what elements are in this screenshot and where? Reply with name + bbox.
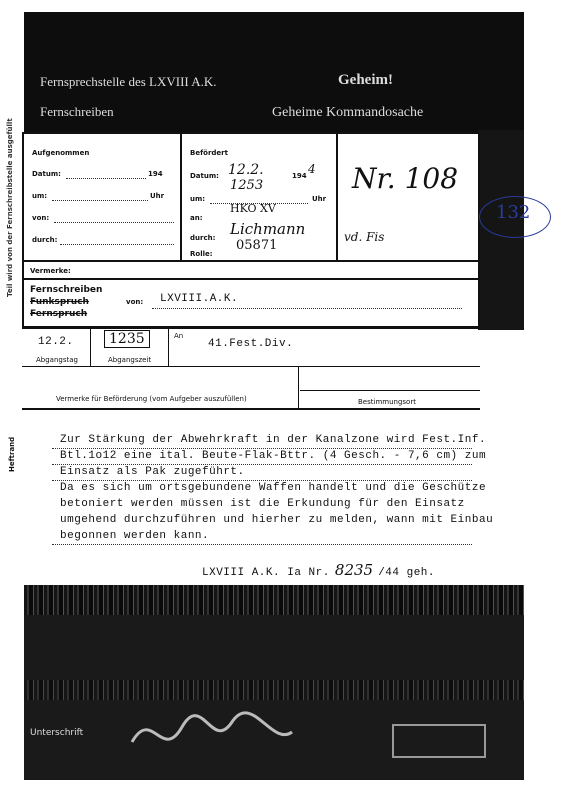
header-secret-label: Geheim!	[338, 72, 393, 88]
forwarded-durch-value: Lichmann	[230, 220, 306, 238]
received-um-suffix: Uhr	[150, 192, 165, 200]
befoerderung-label: Vermerke für Beförderung (vom Aufgeber auszufüllen)	[56, 395, 247, 403]
forwarded-an-value: HKO XV	[230, 202, 276, 215]
type-options	[30, 284, 102, 320]
reference-line	[202, 560, 435, 579]
side-heftrand: Heftrand	[8, 436, 16, 472]
recipient-value: 41.Fest.Div.	[208, 338, 294, 350]
befoerderung-div	[298, 366, 299, 408]
von-line	[152, 308, 462, 309]
reference-suffix: /44 geh.	[378, 567, 436, 579]
forwarded-time-value: 1253	[230, 178, 264, 193]
forwarded-datum-value: 12.2.	[228, 162, 264, 178]
dispatch-time-label: Abgangszeit	[108, 356, 152, 364]
bestimmung-line	[300, 390, 480, 391]
forwarded-rolle-label: Rolle:	[190, 250, 213, 258]
received-heading: Aufgenommen	[32, 149, 90, 157]
forwarded-heading: Befördert	[190, 149, 228, 157]
received-um-label: um:	[32, 192, 48, 200]
header-classification: Geheime Kommandosache	[272, 105, 424, 120]
rule-2	[52, 464, 472, 465]
footer-box	[392, 724, 486, 758]
sender-value: LXVIII.A.K.	[160, 293, 239, 305]
forwarded-datum-label: Datum:	[190, 172, 219, 180]
befoerderung-bottom	[22, 408, 480, 410]
type-option-1: Fernschreiben	[30, 285, 103, 295]
forwarded-um-suffix: Uhr	[312, 195, 327, 203]
divider-1	[180, 132, 182, 262]
forwarded-year-hand: 4	[308, 162, 316, 176]
vermerke-row	[22, 260, 480, 280]
body-line: begonnen werden kann.	[60, 530, 210, 542]
received-datum-label: Datum:	[32, 170, 61, 178]
von-label: von:	[126, 298, 144, 306]
initials-hand: vd. Fis	[344, 230, 385, 244]
message-number-hand: Nr. 108	[352, 162, 459, 195]
dispatch-div-1	[90, 328, 91, 366]
type-option-3: Fernspruch	[30, 309, 88, 319]
dispatch-an-label: An	[174, 332, 184, 340]
received-durch-line	[60, 244, 174, 245]
rule-3	[52, 480, 472, 481]
type-option-2: Funkspruch	[30, 297, 89, 307]
dispatch-div-2	[168, 328, 169, 366]
signature-label: Unterschrift	[30, 728, 84, 738]
reference-unit: LXVIII A.K. Ia Nr.	[202, 567, 330, 579]
received-um-line	[52, 200, 148, 201]
body-line: Da es sich um ortsgebundene Waffen handelt und die Geschütze	[60, 482, 487, 494]
forwarded-durch-label: durch:	[190, 234, 216, 242]
bestimmungsort-label: Bestimmungsort	[358, 398, 416, 406]
forwarded-rolle-value: 05871	[236, 238, 278, 253]
dispatch-bottom	[22, 366, 480, 367]
body-line: Zur Stärkung der Abwehrkraft in der Kanalzone wird Fest.Inf.	[60, 434, 487, 446]
side-note: Teil wird von der Fernschreibstelle ausgefüllt	[6, 118, 14, 297]
forwarded-an-label: an:	[190, 214, 203, 222]
dispatch-date: 12.2.	[38, 336, 74, 348]
received-von-label: von:	[32, 214, 50, 222]
received-datum-line	[66, 178, 146, 179]
circled-number-text: 132	[496, 202, 531, 223]
dispatch-date-label: Abgangstag	[36, 356, 78, 364]
forwarded-datum-suffix: 194	[292, 172, 307, 180]
signature-scribble	[122, 702, 302, 762]
dispatch-time: 1235	[104, 330, 150, 348]
received-durch-label: durch:	[32, 236, 58, 244]
body-line: Btl.1o12 eine ital. Beute-Flak-Bttr. (4 Gesch. - 7,6 cm) zum	[60, 450, 487, 462]
header-row2-left: Fernschreiben	[40, 104, 114, 119]
header-top-left: Fernsprechstelle des LXVIII A.K.	[40, 74, 217, 89]
forwarded-um-label: um:	[190, 195, 206, 203]
vermerke-label: Vermerke:	[30, 267, 71, 275]
body-line: betoniert werden müssen ist die Erkundung für den Einsatz	[60, 498, 465, 510]
reference-number: 8235	[334, 561, 374, 579]
rule-4	[52, 544, 472, 545]
document-page	[6, 12, 524, 782]
body-line: umgehend durchzuführen und hierher zu melden, wann mit Einbau	[60, 514, 494, 526]
rule-1	[52, 448, 472, 449]
divider-2	[336, 132, 338, 262]
received-von-line	[54, 222, 174, 223]
body-line: Einsatz als Pak zugeführt.	[60, 466, 245, 478]
received-datum-suffix: 194	[148, 170, 163, 178]
